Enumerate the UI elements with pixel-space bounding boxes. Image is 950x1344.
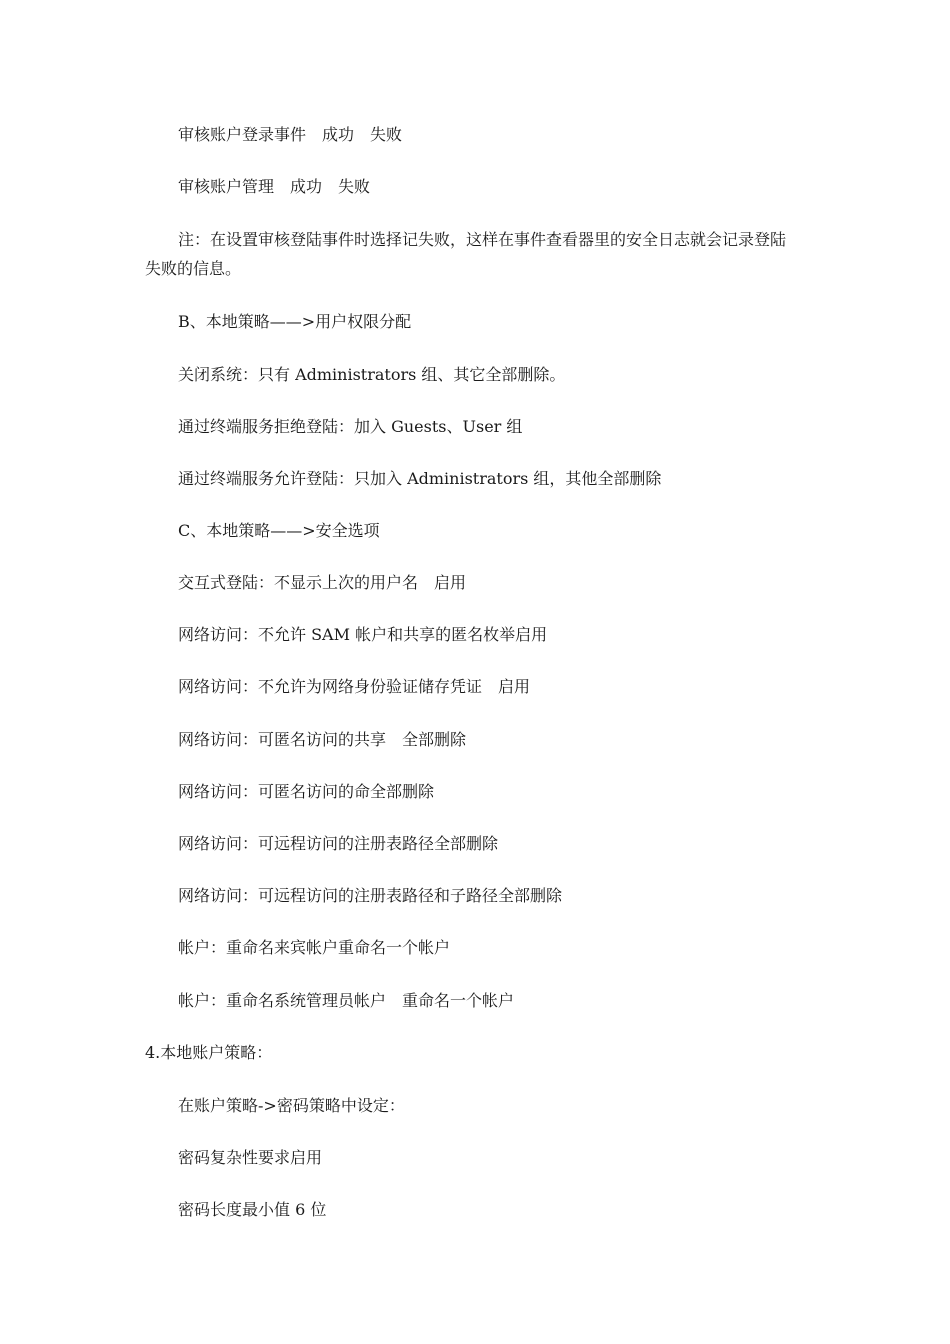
network-access-registry-line: 网络访问：可远程访问的注册表路径全部删除 [178, 834, 499, 853]
network-access-credentials-line: 网络访问：不允许为网络身份验证储存凭证 启用 [178, 677, 531, 696]
rename-admin-line: 帐户：重命名系统管理员帐户 重命名一个帐户 [178, 991, 515, 1010]
rename-guest-line: 帐户：重命名来宾帐户重命名一个帐户 [178, 938, 451, 957]
network-access-shares-line: 网络访问：可匿名访问的共享 全部删除 [178, 730, 467, 749]
audit-logon-line: 审核账户登录事件 成功 失败 [178, 125, 403, 144]
section-c-heading: C、本地策略——>安全选项 [178, 521, 380, 540]
note-line-2: 失败的信息。 [145, 259, 242, 278]
note-line-1: 注：在设置审核登陆事件时选择记失败，这样在事件查看器里的安全日志就会记录登陆 [178, 230, 787, 249]
deny-terminal-logon-line: 通过终端服务拒绝登陆：加入 Guests、User 组 [178, 417, 523, 436]
password-min-length-line: 密码长度最小值 6 位 [178, 1200, 327, 1219]
section-b-heading: B、本地策略——>用户权限分配 [178, 312, 412, 331]
section-4-heading: 4.本地账户策略： [145, 1043, 273, 1062]
shutdown-system-line: 关闭系统：只有 Administrators 组、其它全部删除。 [178, 365, 566, 384]
allow-terminal-logon-line: 通过终端服务允许登陆：只加入 Administrators 组，其他全部删除 [178, 469, 662, 488]
interactive-logon-line: 交互式登陆：不显示上次的用户名 启用 [178, 573, 467, 592]
password-policy-intro-line: 在账户策略->密码策略中设定： [178, 1096, 405, 1115]
network-access-registry-subpaths-line: 网络访问：可远程访问的注册表路径和子路径全部删除 [178, 886, 563, 905]
password-complexity-line: 密码复杂性要求启用 [178, 1148, 323, 1167]
network-access-pipes-line: 网络访问：可匿名访问的命全部删除 [178, 782, 435, 801]
audit-account-mgmt-line: 审核账户管理 成功 失败 [178, 177, 371, 196]
network-access-sam-line: 网络访问：不允许 SAM 帐户和共享的匿名枚举启用 [178, 625, 548, 644]
